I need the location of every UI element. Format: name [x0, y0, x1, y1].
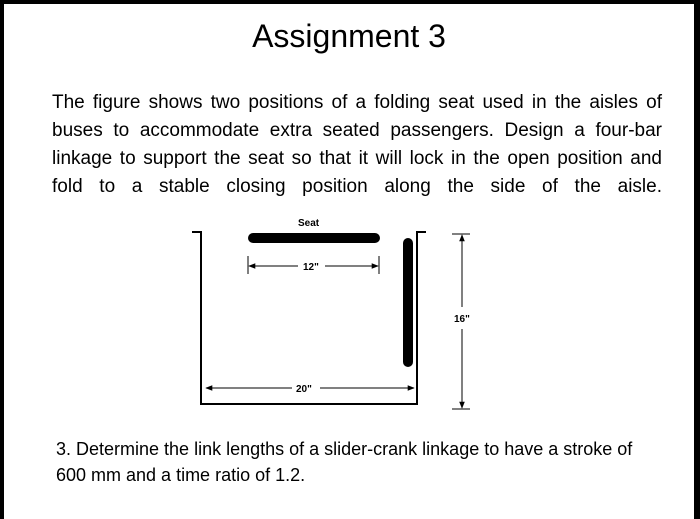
- seat-width-label: 12": [303, 262, 319, 273]
- question-3: 3. Determine the link lengths of a slider-crank linkage to have a stroke of 600 mm and a time ratio of 1.2.: [56, 439, 633, 485]
- document-page: [4, 4, 694, 519]
- problem-statement: The figure shows two positions of a folding seat used in the aisles of buses to accommodate extra seated passengers. Design a four-bar linkage to support the seat so that it will lock in the open position and fold to a stable closing position along the side of the aisle.: [52, 92, 662, 197]
- aisle-width-label: 20": [296, 384, 312, 395]
- height-label: 16": [454, 314, 470, 325]
- aisle-frame: [192, 232, 426, 404]
- seat-open-position: [248, 233, 380, 243]
- seat-label: Seat: [298, 218, 320, 229]
- seat-folded-position: [403, 238, 413, 367]
- page-title: Assignment 3: [252, 18, 446, 54]
